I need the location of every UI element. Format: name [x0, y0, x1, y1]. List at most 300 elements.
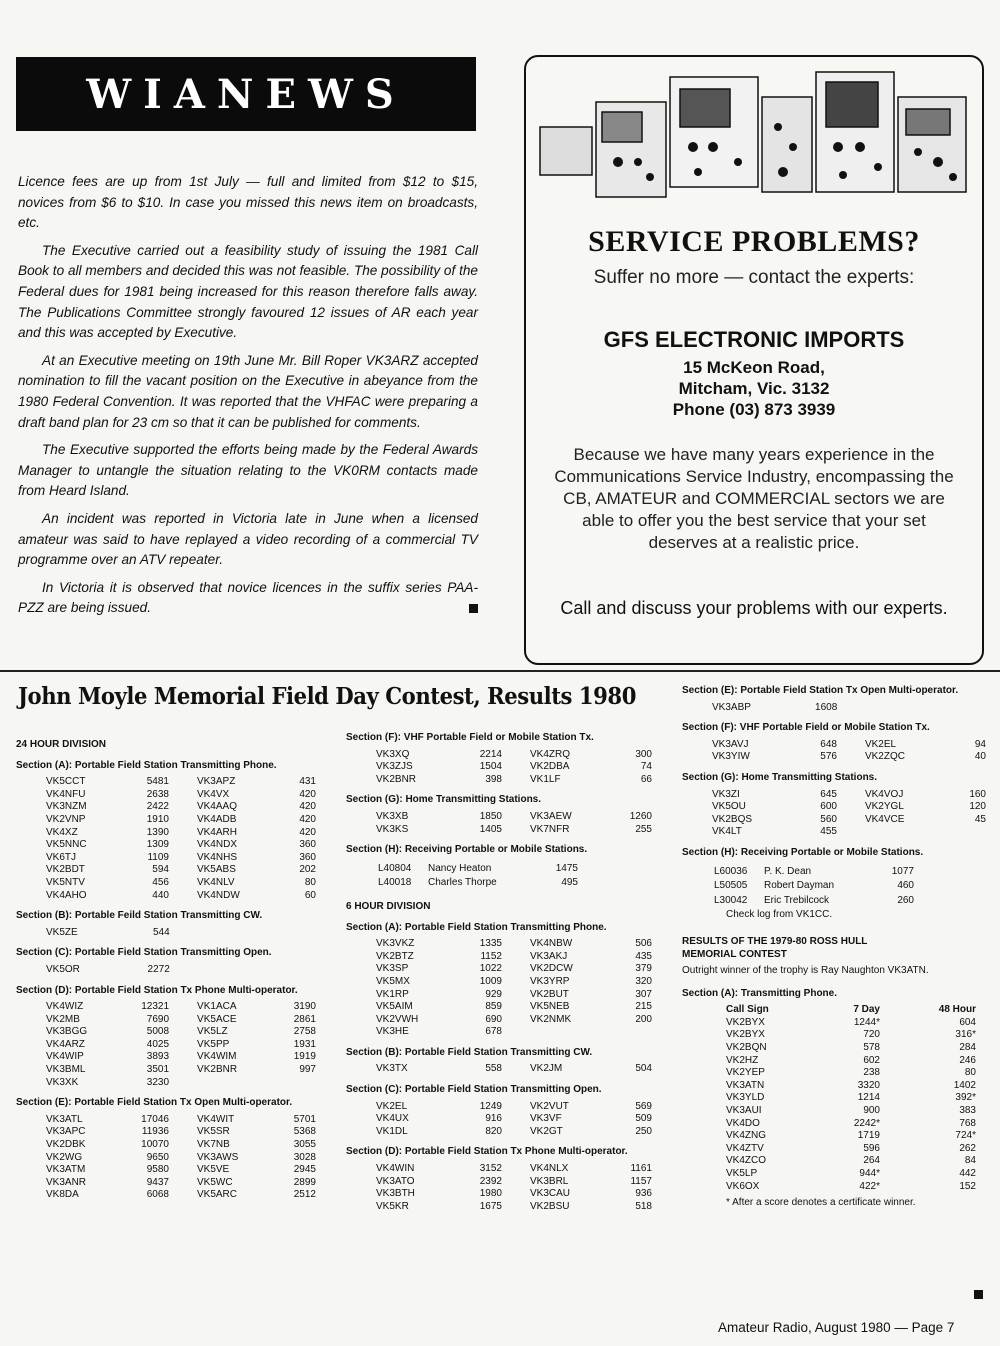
news-paragraph: An incident was reported in Victoria late in June when a licensed amateur was said to have replayed a video recording of a commercial TV programme over an ATV repeater. — [18, 510, 478, 568]
score-cell: 1335 — [479, 938, 502, 950]
score-cell: 578 — [863, 1042, 880, 1054]
division-title: 24 HOUR DIVISION — [16, 739, 107, 750]
callsign-cell: VK3AWS — [196, 1151, 239, 1163]
score-cell: 1077 — [891, 865, 914, 877]
callsign-cell: VK3ATN — [726, 1079, 765, 1091]
callsign-cell: VK2MB — [46, 1013, 80, 1025]
table-row — [46, 1126, 316, 1139]
callsign-cell: VK4WIP — [46, 1051, 84, 1063]
score-cell: 7690 — [146, 1013, 170, 1025]
score-cell: 379 — [635, 963, 652, 975]
column-header: 7 Day — [853, 1004, 880, 1016]
table-row — [46, 852, 316, 865]
callsign-cell: VK5NTV — [46, 876, 85, 888]
table-row — [46, 1152, 316, 1165]
score-cell: 602 — [863, 1054, 880, 1066]
ross-winner: Outright winner of the trophy is Ray Naughton VK3ATN. — [682, 965, 929, 977]
score-cell: 80 — [964, 1067, 976, 1079]
results-table — [376, 938, 652, 1039]
score-cell: 440 — [152, 889, 169, 901]
table-row — [46, 964, 316, 977]
score-cell: 1910 — [146, 813, 169, 825]
score-cell: 1152 — [480, 950, 502, 962]
callsign-cell: VK2EL — [376, 1100, 408, 1112]
score-cell: 152 — [959, 1180, 976, 1192]
callsign-cell: VK5OU — [712, 801, 746, 813]
score-cell: 420 — [299, 813, 316, 825]
callsign-cell: VK5LZ — [197, 1026, 228, 1038]
table-row — [46, 1064, 316, 1077]
score-cell: 5481 — [146, 776, 169, 788]
score-cell: 456 — [152, 876, 169, 888]
score-cell: 495 — [561, 877, 578, 889]
score-cell: 9650 — [146, 1151, 169, 1163]
table-row — [46, 1177, 316, 1190]
score-cell: 94 — [974, 738, 986, 750]
table-row — [726, 1155, 976, 1168]
callsign-cell: VK3XK — [46, 1076, 79, 1088]
score-cell: 3028 — [293, 1151, 316, 1163]
callsign-cell: VK2YEP — [726, 1067, 765, 1079]
log-number-cell: L40018 — [378, 877, 412, 889]
callsign-cell: VK2DCW — [530, 963, 573, 975]
log-number-cell: L60036 — [714, 865, 748, 877]
table-row — [726, 1181, 976, 1194]
results-table — [712, 702, 986, 715]
results-table — [46, 1001, 316, 1089]
score-cell: 383 — [959, 1105, 976, 1117]
score-cell: 420 — [299, 788, 316, 800]
table-row — [376, 976, 652, 989]
callsign-cell: VK1RP — [376, 988, 409, 1000]
callsign-cell: VK4VCE — [864, 813, 905, 825]
ad-company-name: GFS ELECTRONIC IMPORTS — [603, 327, 905, 352]
table-row — [726, 1067, 976, 1080]
callsign-cell: VK4NDX — [196, 839, 237, 851]
callsign-cell — [198, 927, 276, 940]
callsign-cell: VK3CAU — [530, 1188, 571, 1200]
score-cell: 600 — [820, 801, 837, 813]
callsign-cell: VK4ARH — [196, 826, 237, 838]
score-cell — [275, 927, 316, 940]
callsign-cell: VK4VOJ — [864, 788, 904, 800]
callsign-cell: VK3HE — [376, 1026, 409, 1038]
table-row — [376, 1163, 652, 1176]
callsign-cell: VK5ACE — [197, 1013, 237, 1025]
score-cell: 560 — [820, 813, 837, 825]
score-cell: 84 — [964, 1155, 976, 1167]
callsign-cell: VK3ANR — [46, 1176, 87, 1188]
score-cell — [275, 1077, 316, 1090]
score-cell: 859 — [485, 1001, 502, 1013]
section-heading: Section (G): Home Transmitting Stations. — [346, 794, 542, 806]
table-row — [376, 1063, 652, 1076]
callsign-cell: VK3ABP — [712, 701, 751, 713]
score-cell: 768 — [959, 1117, 976, 1129]
column-header: 48 Hour — [938, 1004, 976, 1016]
score-cell: 1161 — [630, 1163, 652, 1175]
callsign-cell: VK3ZJS — [376, 761, 413, 773]
table-row — [378, 863, 578, 876]
section-heading: Section (D): Portable Field Station Tx Phone Multi-operator. — [16, 984, 298, 996]
table-row — [726, 1143, 976, 1156]
news-column — [18, 172, 478, 626]
score-cell: 594 — [152, 864, 169, 876]
section-divider — [0, 670, 1000, 672]
callsign-cell: VK3BTH — [376, 1188, 415, 1200]
news-paragraph: At an Executive meeting on 19th June Mr. Bill Roper VK3ARZ accepted nomination to fill the vacant position on the Executive in abeyance from the 1980 Federal Convention. It was reported that the VHFAC were preparing a draft band plan for 23 cm so that it can be published for comments. — [18, 352, 478, 430]
callsign-cell: VK3ATL — [46, 1113, 83, 1125]
table-row — [46, 776, 316, 789]
score-cell: 1402 — [953, 1079, 976, 1091]
callsign-cell: VK2BQN — [726, 1042, 767, 1054]
score-cell: 262 — [959, 1142, 976, 1154]
section-heading: Section (F): VHF Portable Field or Mobile Station Tx. — [346, 732, 594, 743]
section-heading: Section (C): Portable Field Station Transmitting Open. — [16, 947, 272, 959]
callsign-cell: VK2VUT — [530, 1100, 569, 1112]
table-row — [714, 895, 914, 908]
callsign-cell: VK3YIW — [712, 751, 750, 763]
callsign-cell: VK4ZNG — [726, 1130, 767, 1142]
callsign-cell: VK1LF — [530, 773, 561, 785]
score-cell: 1009 — [479, 975, 502, 987]
table-row — [46, 927, 316, 940]
score-cell: 264 — [863, 1155, 880, 1167]
name-cell: Charles Thorpe — [428, 877, 497, 889]
callsign-cell: VK2ZQC — [864, 751, 905, 763]
table-row — [46, 1139, 316, 1152]
score-cell: 929 — [485, 988, 502, 1000]
callsign-cell: VK6OX — [726, 1180, 760, 1192]
callsign-cell — [865, 826, 944, 839]
ad-headline: SERVICE PROBLEMS? — [588, 225, 920, 258]
table-row — [46, 1039, 316, 1052]
callsign-cell: VK1DL — [376, 1125, 408, 1137]
callsign-cell: VK3NZM — [46, 801, 87, 813]
score-cell: 3190 — [293, 1001, 316, 1013]
table-row — [46, 1051, 316, 1064]
score-cell: 596 — [863, 1142, 880, 1154]
ad-phone: Phone (03) 873 3939 — [672, 400, 836, 419]
callsign-cell: VK4WIM — [197, 1051, 237, 1063]
page-footer: Amateur Radio, August 1980 — Page 7 — [718, 1320, 955, 1335]
score-cell: 80 — [304, 876, 316, 888]
callsign-cell: VK5NEB — [530, 1001, 570, 1013]
callsign-cell: VK5NNC — [46, 839, 87, 851]
score-cell: 442 — [959, 1168, 976, 1179]
score-cell: 1157 — [630, 1175, 652, 1187]
score-cell: 392* — [955, 1092, 976, 1104]
score-cell: 200 — [635, 1013, 652, 1025]
callsign-cell: VK2BTZ — [376, 950, 414, 962]
log-number-cell: L40804 — [378, 862, 412, 874]
section-heading: Section (E): Portable Field Station Tx Open Multi-operator. — [16, 1097, 293, 1109]
callsign-cell: VK2BNR — [376, 773, 417, 785]
callsign-cell: VK4NLV — [196, 876, 235, 888]
table-row — [376, 1188, 652, 1201]
score-cell: 420 — [299, 826, 316, 838]
callsign-cell: VK4VX — [196, 788, 230, 800]
table-row — [46, 839, 316, 852]
ross-footnote: * After a score denotes a certificate winner. — [726, 1197, 916, 1209]
callsign-cell: VK5ARC — [196, 1189, 237, 1201]
score-cell: 160 — [969, 788, 986, 800]
callsign-cell: VK3XB — [376, 810, 409, 822]
score-cell: 435 — [635, 950, 652, 962]
results-title: John Moyle Memorial Field Day Contest, Results 1980 — [18, 683, 636, 710]
table-row — [376, 824, 652, 837]
score-cell: 9437 — [146, 1176, 169, 1188]
name-cell: Nancy Heaton — [428, 862, 492, 874]
table-row — [712, 826, 986, 839]
section-heading: Section (G): Home Transmitting Stations. — [682, 771, 878, 783]
score-cell: 1244* — [853, 1016, 880, 1028]
callsign-cell: VK5PP — [197, 1038, 230, 1050]
table-row — [376, 774, 652, 787]
callsign-cell: VK2VNP — [46, 813, 86, 825]
score-cell: 307 — [635, 988, 652, 1000]
results-column-1 — [16, 730, 316, 1202]
score-cell: 431 — [299, 776, 316, 788]
callsign-cell: VK3YRP — [530, 975, 570, 987]
table-row — [726, 1017, 976, 1030]
table-row — [376, 1201, 652, 1214]
score-cell: 120 — [969, 801, 986, 813]
score-cell: 316* — [955, 1029, 976, 1041]
score-cell: 2638 — [146, 788, 169, 800]
callsign-cell: VK3APZ — [196, 776, 236, 788]
score-cell: 1919 — [293, 1051, 316, 1063]
callsign-cell: VK4ADB — [196, 813, 237, 825]
section-heading: Section (H): Receiving Portable or Mobile Stations. — [682, 846, 924, 858]
callsign-cell: VK3AVJ — [712, 738, 749, 750]
score-cell: 576 — [820, 751, 837, 763]
callsign-cell: VK4ZCO — [726, 1155, 767, 1167]
score-cell: 300 — [635, 748, 652, 760]
callsign-cell: VK3XQ — [376, 748, 410, 760]
results-column-3 — [682, 685, 986, 1210]
score-cell: 997 — [299, 1064, 316, 1076]
table-row — [376, 749, 652, 762]
callsign-cell: VK4ZTV — [726, 1142, 764, 1154]
score-cell: 558 — [485, 1063, 502, 1075]
callsign-cell: VK3BGG — [46, 1026, 88, 1038]
score-cell: 45 — [974, 813, 986, 825]
callsign-cell: VK3AUI — [726, 1105, 762, 1117]
section-heading: Section (A): Transmitting Phone. — [682, 987, 838, 999]
score-cell: 215 — [635, 1001, 652, 1013]
score-cell: 678 — [485, 1026, 502, 1038]
score-cell: 2392 — [479, 1175, 502, 1187]
table-row — [46, 814, 316, 827]
table-header-row — [726, 1004, 976, 1017]
table-row — [46, 1001, 316, 1014]
callsign-cell — [530, 1026, 610, 1039]
score-cell: 74 — [640, 761, 652, 773]
score-cell — [610, 1026, 652, 1039]
callsign-cell: VK5CCT — [46, 776, 86, 788]
table-row — [376, 1014, 652, 1027]
score-cell: 1260 — [629, 810, 652, 822]
receiving-table — [376, 861, 580, 892]
name-cell: Eric Trebilcock — [764, 894, 830, 906]
ad-address — [526, 357, 982, 420]
callsign-cell: VK2JM — [530, 1063, 563, 1075]
table-row — [376, 1026, 652, 1039]
callsign-cell: VK2BYX — [726, 1029, 765, 1041]
end-mark — [974, 1290, 983, 1299]
table-row — [46, 789, 316, 802]
ross-title: RESULTS OF THE 1979-80 ROSS HULL — [682, 935, 868, 947]
callsign-cell — [865, 702, 944, 715]
callsign-cell: VK3VKZ — [376, 938, 415, 950]
callsign-cell: VK2GT — [530, 1125, 563, 1137]
callsign-cell: VK2BUT — [530, 988, 569, 1000]
score-cell: 1109 — [147, 851, 169, 863]
ross-title: MEMORIAL CONTEST — [682, 948, 787, 960]
score-cell: 518 — [635, 1200, 652, 1212]
callsign-cell: VK4XZ — [46, 826, 78, 838]
callsign-cell: VK2EL — [864, 738, 897, 750]
test-equipment-illustration — [538, 67, 970, 202]
news-paragraph: Licence fees are up from 1st July — full and limited from $12 to $15, novices from $6 to $10. In case you missed this news item on broadcasts, etc. — [18, 174, 478, 231]
score-cell: 2861 — [293, 1013, 316, 1025]
score-cell: 604 — [959, 1016, 976, 1028]
table-row — [712, 751, 986, 764]
callsign-cell: VK4WIZ — [46, 1001, 84, 1013]
score-cell: 2422 — [146, 801, 169, 813]
callsign-cell: VK4NFU — [46, 788, 86, 800]
results-table — [376, 1163, 652, 1213]
score-cell: 202 — [299, 864, 316, 876]
table-row — [46, 801, 316, 814]
score-cell: 509 — [635, 1113, 652, 1125]
score-cell: 1249 — [479, 1100, 502, 1112]
news-paragraph: The Executive supported the efforts being made by the Federal Awards Manager to untangle the situation relating to the VK0RM contacts made from Heard Island. — [18, 442, 478, 499]
section-heading: Section (C): Portable Field Station Transmitting Open. — [346, 1084, 602, 1096]
table-row — [726, 1042, 976, 1055]
callsign-cell: VK1ACA — [197, 1001, 237, 1013]
score-cell: 944* — [859, 1168, 880, 1179]
gfs-advertisement — [524, 55, 984, 665]
score-cell: 40 — [974, 751, 986, 763]
score-cell: 320 — [635, 975, 652, 987]
table-row — [726, 1029, 976, 1042]
score-cell: 1214 — [857, 1092, 880, 1104]
callsign-cell: VK2YGL — [864, 801, 904, 813]
score-cell: 1405 — [479, 823, 502, 835]
score-cell: 66 — [640, 773, 652, 785]
score-cell: 900 — [863, 1105, 880, 1117]
callsign-cell: VK4NLX — [530, 1163, 569, 1175]
section-heading: Section (A): Portable Field Station Transmitting Phone. — [16, 759, 277, 771]
section-heading: Section (F): VHF Portable Field or Mobile Station Tx. — [682, 722, 930, 734]
table-row — [46, 877, 316, 890]
news-paragraph: The Executive carried out a feasibility study of issuing the 1981 Call Book to all members and decided this was not feasible. The possibility of the Federal dues for 1981 being increased for this reason therefore falls away. The Publications Committee strongly favoured 12 issues of AR each year and this was accepted by Executive. — [18, 242, 478, 341]
score-cell: 12321 — [141, 1001, 170, 1013]
score-cell: 1475 — [555, 862, 578, 874]
callsign-cell: VK6TJ — [46, 851, 77, 863]
callsign-cell: VK4AAQ — [196, 801, 237, 813]
callsign-cell: VK3YLD — [726, 1092, 765, 1104]
callsign-cell: VK2BDT — [46, 864, 85, 876]
table-row — [726, 1118, 976, 1131]
score-cell: 255 — [635, 823, 652, 835]
callsign-cell: VK2BSU — [530, 1200, 570, 1212]
score-cell: 455 — [820, 826, 837, 838]
score-cell: 360 — [299, 851, 316, 863]
callsign-cell: VK5LP — [726, 1168, 758, 1179]
log-number-cell: L30042 — [714, 894, 748, 906]
score-cell: 420 — [299, 801, 316, 813]
callsign-cell: VK4AHO — [46, 889, 87, 901]
score-cell: 690 — [485, 1013, 502, 1025]
table-row — [46, 1014, 316, 1027]
callsign-cell: VK3AKJ — [530, 950, 568, 962]
table-row — [376, 811, 652, 824]
score-cell: 1980 — [479, 1188, 502, 1200]
score-cell: 250 — [635, 1125, 652, 1137]
ross-table — [726, 1004, 976, 1193]
table-row — [376, 1001, 652, 1014]
callsign-cell: VK3ATO — [376, 1175, 415, 1187]
callsign-cell: VK5ZE — [46, 926, 78, 938]
callsign-cell: VK2BNR — [197, 1064, 238, 1076]
table-row — [46, 1026, 316, 1039]
callsign-cell: VK5ABS — [196, 864, 236, 876]
score-cell: 60 — [304, 889, 316, 901]
callsign-cell: VK3SP — [376, 963, 409, 975]
division-title: 6 HOUR DIVISION — [346, 900, 431, 912]
score-cell: 3230 — [146, 1076, 170, 1088]
table-row — [378, 877, 578, 890]
score-cell: 2512 — [293, 1189, 316, 1201]
score-cell: 3501 — [146, 1064, 170, 1076]
results-table — [712, 739, 986, 764]
callsign-cell: VK4DO — [726, 1117, 760, 1129]
score-cell: 1390 — [146, 826, 169, 838]
callsign-cell: VK7NFR — [530, 823, 570, 835]
score-cell: 9580 — [146, 1164, 169, 1176]
results-table — [46, 776, 316, 902]
table-row — [712, 739, 986, 752]
table-row — [726, 1092, 976, 1105]
callsign-cell: VK7NB — [196, 1139, 230, 1151]
score-cell — [275, 964, 316, 977]
callsign-cell: VK3VF — [530, 1113, 562, 1125]
callsign-cell: VK4NBW — [530, 938, 573, 950]
callsign-cell: VK3BRL — [530, 1175, 569, 1187]
callsign-cell: VK3BML — [46, 1064, 86, 1076]
callsign-cell: VK8DA — [46, 1189, 79, 1201]
ad-call-to-action: Call and discuss your problems with our experts. — [560, 598, 948, 618]
callsign-cell: VK3ZI — [712, 788, 740, 800]
column-header: Call Sign — [726, 1004, 769, 1016]
table-row — [726, 1080, 976, 1093]
name-cell: Robert Dayman — [764, 880, 835, 892]
table-row — [376, 1113, 652, 1126]
callsign-cell: VK2HZ — [726, 1054, 759, 1066]
callsign-cell: VK3APC — [46, 1126, 86, 1138]
callsign-cell: VK5AIM — [376, 1001, 413, 1013]
table-row — [726, 1055, 976, 1068]
score-cell: 17046 — [141, 1113, 169, 1125]
score-cell: 238 — [863, 1067, 880, 1079]
score-cell: 2272 — [147, 963, 170, 975]
table-row — [46, 827, 316, 840]
section-heading: Section (B): Portable Feild Station Transmitting CW. — [16, 910, 263, 922]
callsign-cell: VK2BQS — [712, 813, 753, 825]
